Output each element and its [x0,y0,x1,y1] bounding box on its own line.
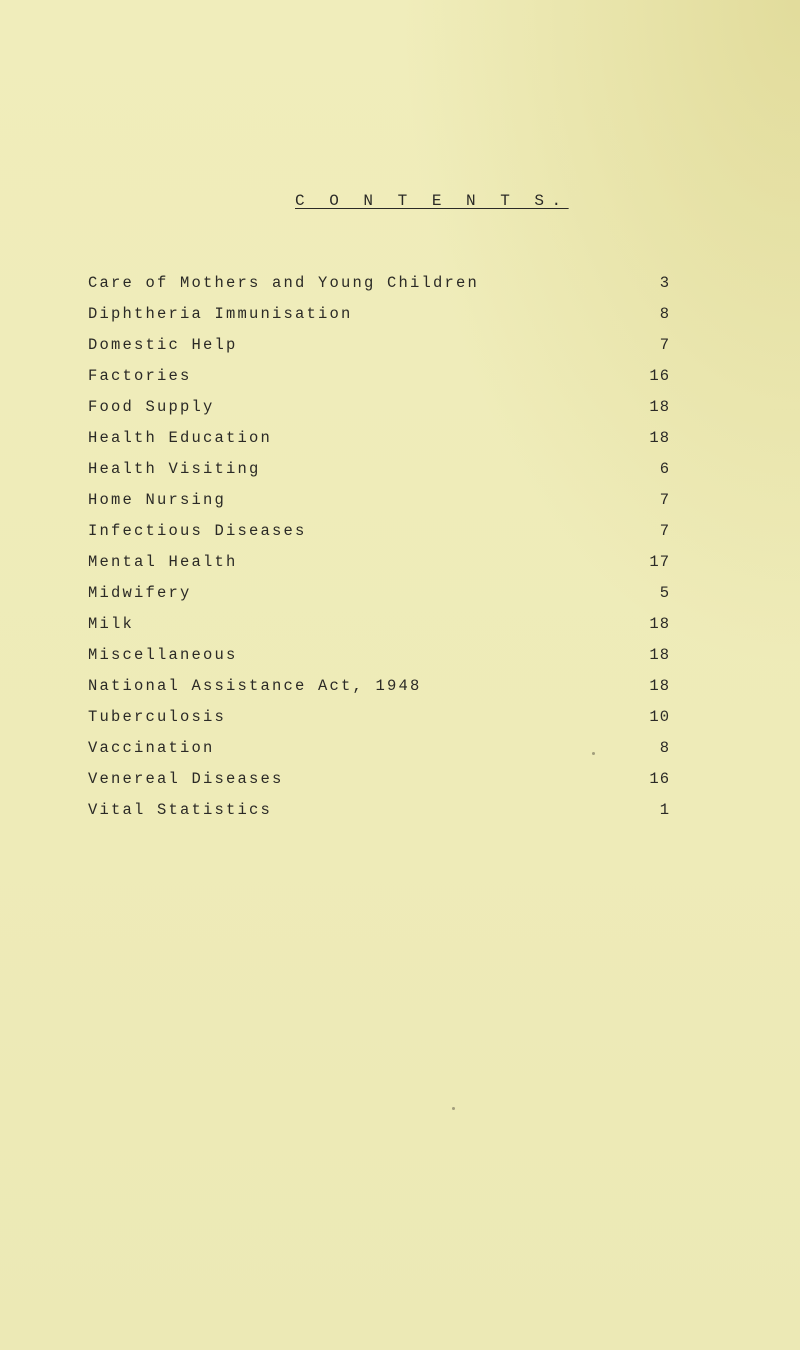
list-item [88,336,670,365]
entry-page-number: 7 [659,336,670,354]
entry-page-number: 16 [649,770,670,788]
entry-page-number: 7 [659,522,670,540]
entry-title: Domestic Help [88,336,238,354]
entry-title: Tuberculosis [88,708,227,726]
list-item [88,305,670,334]
list-item [88,646,670,675]
list-item [88,615,670,644]
list-item [88,708,670,737]
entry-title: Vital Statistics [88,801,273,819]
list-item [88,553,670,582]
entry-page-number: 18 [649,615,670,633]
entry-page-number: 18 [649,646,670,664]
entry-page-number: 10 [649,708,670,726]
entry-page-number: 7 [659,491,670,509]
entry-title: Miscellaneous [88,646,238,664]
entry-page-number: 18 [649,429,670,447]
page-title: C O N T E N T S. [295,192,569,210]
list-item [88,739,670,768]
list-item [88,677,670,706]
entry-title: Home Nursing [88,491,227,509]
contents-list [88,274,670,832]
entry-page-number: 18 [649,398,670,416]
entry-page-number: 5 [659,584,670,602]
list-item [88,398,670,427]
entry-title: Infectious Diseases [88,522,307,540]
entry-page-number: 16 [649,367,670,385]
list-item [88,770,670,799]
entry-page-number: 17 [649,553,670,571]
entry-title: Factories [88,367,192,385]
entry-title: Health Visiting [88,460,261,478]
entry-title: National Assistance Act, 1948 [88,677,422,695]
paper-speck [592,752,595,755]
entry-title: Health Education [88,429,273,447]
list-item [88,367,670,396]
entry-page-number: 8 [659,305,670,323]
entry-title: Midwifery [88,584,192,602]
list-item [88,491,670,520]
entry-title: Venereal Diseases [88,770,284,788]
entry-page-number: 1 [659,801,670,819]
entry-page-number: 18 [649,677,670,695]
list-item [88,584,670,613]
entry-title: Mental Health [88,553,238,571]
entry-title: Food Supply [88,398,215,416]
list-item [88,274,670,303]
entry-title: Care of Mothers and Young Children [88,274,480,292]
paper-speck [452,1107,455,1110]
list-item [88,460,670,489]
entry-title: Vaccination [88,739,215,757]
entry-page-number: 8 [659,739,670,757]
entry-title: Milk [88,615,135,633]
list-item [88,429,670,458]
list-item [88,522,670,551]
entry-title: Diphtheria Immunisation [88,305,353,323]
entry-page-number: 3 [659,274,670,292]
entry-page-number: 6 [659,460,670,478]
list-item [88,801,670,830]
